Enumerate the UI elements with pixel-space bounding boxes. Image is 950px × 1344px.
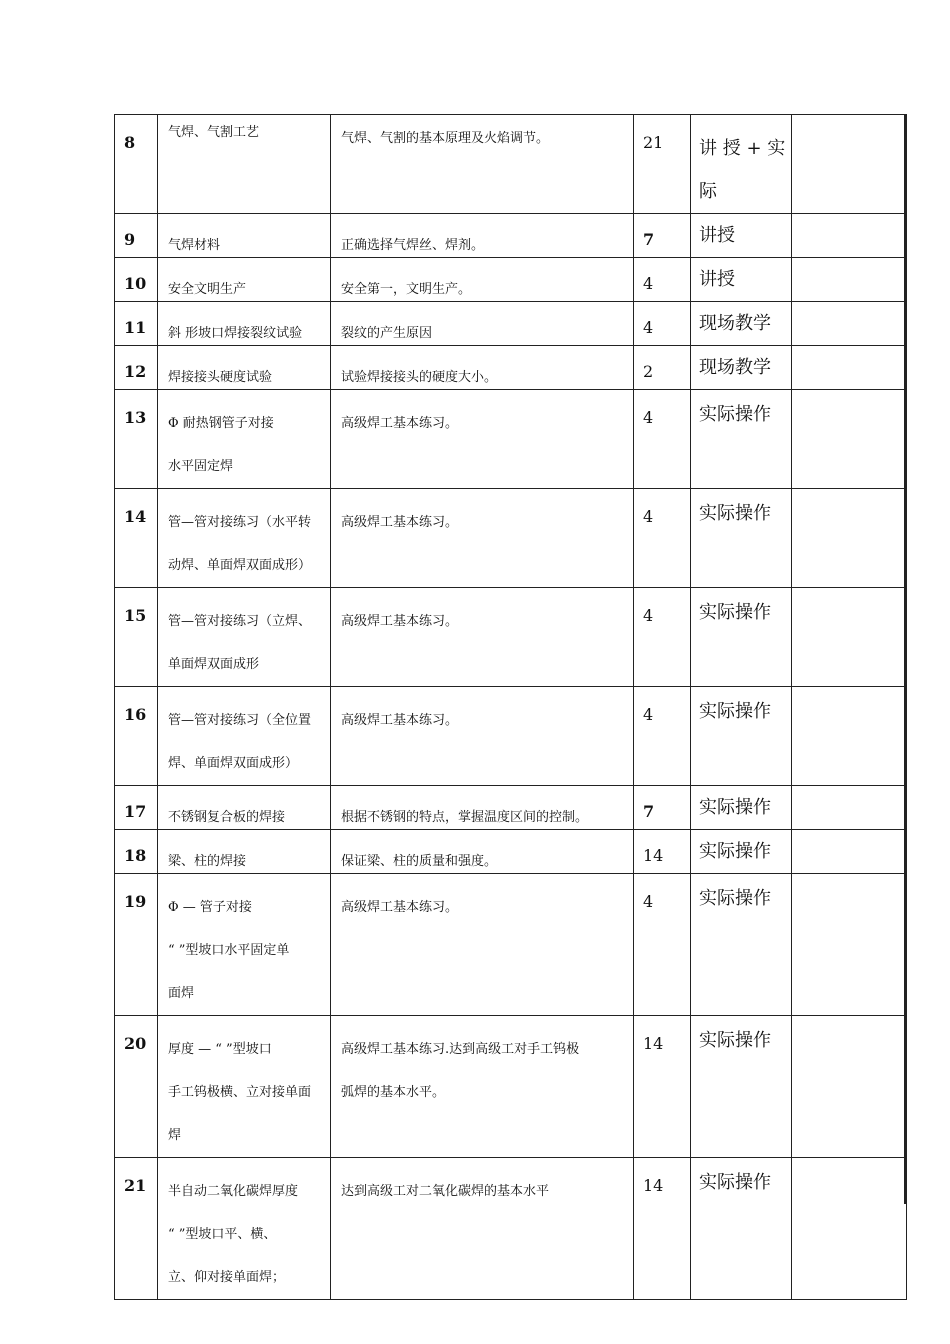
description-cell xyxy=(331,687,634,786)
item-cell xyxy=(158,687,331,786)
hours-cell: 4 xyxy=(634,302,691,346)
cell-line: “ ”型坡口平、横、 xyxy=(168,1227,277,1242)
cell-line: 梁、柱的焊接 xyxy=(168,854,247,869)
row-number: 9 xyxy=(115,214,158,258)
cell-line: 高级焊工基本练习。 xyxy=(341,614,459,629)
table-row xyxy=(115,390,907,489)
remarks-cell xyxy=(792,874,907,1016)
cell-line: 实际操作 xyxy=(699,1030,771,1051)
cell-line: 实际操作 xyxy=(699,1172,771,1193)
hours-cell: 4 xyxy=(634,489,691,588)
teaching-mode-cell xyxy=(691,1158,792,1300)
cell-line: 高级焊工基本练习。 xyxy=(341,713,459,728)
remarks-cell xyxy=(792,489,907,588)
cell-line: 立、仰对接单面焊； xyxy=(168,1270,286,1285)
teaching-mode-cell xyxy=(691,1016,792,1158)
cell-line: 试验焊接接头的硬度大小。 xyxy=(341,370,498,385)
description-cell xyxy=(331,115,634,214)
teaching-mode-cell xyxy=(691,588,792,687)
remarks-cell xyxy=(792,588,907,687)
teaching-mode-cell xyxy=(691,346,792,390)
cell-line: 保证梁、柱的质量和强度。 xyxy=(341,854,498,869)
cell-line: Φ 耐热钢管子对接 xyxy=(168,416,274,431)
description-cell xyxy=(331,786,634,830)
cell-line: 裂纹的产生原因 xyxy=(341,326,433,341)
cell-line: 实际操作 xyxy=(699,797,771,818)
cell-line: 管—管对接练习（立焊、 xyxy=(168,614,312,629)
remarks-cell xyxy=(792,115,907,214)
item-cell xyxy=(158,786,331,830)
remarks-cell xyxy=(792,390,907,489)
table-outer-border xyxy=(904,114,906,1204)
cell-line: 正确选择气焊丝、焊剂。 xyxy=(341,238,485,253)
row-number: 19 xyxy=(115,874,158,1016)
description-cell xyxy=(331,346,634,390)
teaching-mode-cell xyxy=(691,115,792,214)
cell-line: “ ”型坡口水平固定单 xyxy=(168,943,290,958)
table-row xyxy=(115,346,907,390)
teaching-mode-cell xyxy=(691,390,792,489)
table-row xyxy=(115,258,907,302)
remarks-cell xyxy=(792,830,907,874)
item-cell xyxy=(158,346,331,390)
description-cell xyxy=(331,302,634,346)
cell-line: 面焊 xyxy=(168,986,195,1001)
teaching-mode-cell xyxy=(691,830,792,874)
description-cell xyxy=(331,830,634,874)
cell-line: 安全文明生产 xyxy=(168,282,247,297)
hours-cell: 14 xyxy=(634,1158,691,1300)
cell-line: 动焊、单面焊双面成形） xyxy=(168,558,312,573)
remarks-cell xyxy=(792,346,907,390)
hours-cell: 14 xyxy=(634,830,691,874)
cell-line: 焊、单面焊双面成形） xyxy=(168,756,299,771)
teaching-mode-cell xyxy=(691,258,792,302)
description-cell xyxy=(331,489,634,588)
cell-line: 现场教学 xyxy=(699,357,771,378)
table-row xyxy=(115,1158,907,1300)
cell-line: 气焊、气割工艺 xyxy=(168,125,260,140)
cell-line: 焊接接头硬度试验 xyxy=(168,370,273,385)
description-cell xyxy=(331,1016,634,1158)
table-row xyxy=(115,1016,907,1158)
remarks-cell xyxy=(792,1158,907,1300)
cell-line: 高级焊工基本练习。 xyxy=(341,900,459,915)
item-cell xyxy=(158,874,331,1016)
table-row xyxy=(115,687,907,786)
cell-line: 根据不锈钢的特点，掌握温度区间的控制。 xyxy=(341,810,589,825)
remarks-cell xyxy=(792,214,907,258)
cell-line: 单面焊双面成形 xyxy=(168,657,260,672)
description-cell xyxy=(331,390,634,489)
table-row xyxy=(115,214,907,258)
row-number: 20 xyxy=(115,1016,158,1158)
cell-line: 气焊材料 xyxy=(168,238,221,253)
curriculum-table xyxy=(114,114,907,1300)
cell-line: 实际操作 xyxy=(699,841,771,862)
description-cell xyxy=(331,258,634,302)
curriculum-table-wrapper xyxy=(114,114,906,1300)
hours-cell: 21 xyxy=(634,115,691,214)
row-number: 17 xyxy=(115,786,158,830)
cell-line: 高级焊工基本练习.达到高级工对手工钨极 xyxy=(341,1042,580,1057)
row-number: 8 xyxy=(115,115,158,214)
cell-line: 实际操作 xyxy=(699,602,771,623)
table-body xyxy=(115,115,907,1300)
teaching-mode-cell xyxy=(691,874,792,1016)
cell-line: 管—管对接练习（全位置 xyxy=(168,713,312,728)
item-cell xyxy=(158,115,331,214)
hours-cell: 4 xyxy=(634,390,691,489)
item-cell xyxy=(158,258,331,302)
item-cell xyxy=(158,390,331,489)
cell-line: 手工钨极横、立对接单面 xyxy=(168,1085,312,1100)
teaching-mode-cell xyxy=(691,786,792,830)
table-row xyxy=(115,786,907,830)
teaching-mode-cell xyxy=(691,489,792,588)
item-cell xyxy=(158,1158,331,1300)
cell-line: 管—管对接练习（水平转 xyxy=(168,515,312,530)
item-cell xyxy=(158,214,331,258)
cell-line: 焊 xyxy=(168,1128,182,1143)
description-cell xyxy=(331,588,634,687)
teaching-mode-cell xyxy=(691,687,792,786)
hours-cell: 4 xyxy=(634,874,691,1016)
cell-line: 讲授 xyxy=(699,269,735,290)
table-row xyxy=(115,874,907,1016)
item-cell xyxy=(158,1016,331,1158)
description-cell xyxy=(331,874,634,1016)
table-row xyxy=(115,830,907,874)
teaching-mode-cell xyxy=(691,302,792,346)
row-number: 10 xyxy=(115,258,158,302)
remarks-cell xyxy=(792,258,907,302)
cell-line: 半自动二氧化碳焊厚度 xyxy=(168,1184,299,1199)
teaching-mode-cell xyxy=(691,214,792,258)
row-number: 12 xyxy=(115,346,158,390)
cell-line: 实际操作 xyxy=(699,404,771,425)
table-row xyxy=(115,489,907,588)
cell-line: 弧焊的基本水平。 xyxy=(341,1085,446,1100)
item-cell xyxy=(158,489,331,588)
cell-line: Φ — 管子对接 xyxy=(168,900,252,915)
cell-line: 安全第一，文明生产。 xyxy=(341,282,472,297)
row-number: 13 xyxy=(115,390,158,489)
cell-line: 际 xyxy=(699,181,717,202)
row-number: 21 xyxy=(115,1158,158,1300)
hours-cell: 4 xyxy=(634,258,691,302)
cell-line: 讲 授 + 实 xyxy=(699,138,786,159)
row-number: 16 xyxy=(115,687,158,786)
cell-line: 高级焊工基本练习。 xyxy=(341,515,459,530)
cell-line: 水平固定焊 xyxy=(168,459,234,474)
cell-line: 实际操作 xyxy=(699,888,771,909)
item-cell xyxy=(158,302,331,346)
row-number: 14 xyxy=(115,489,158,588)
hours-cell: 2 xyxy=(634,346,691,390)
hours-cell: 7 xyxy=(634,786,691,830)
item-cell xyxy=(158,830,331,874)
cell-line: 斜 形坡口焊接裂纹试验 xyxy=(168,326,303,341)
hours-cell: 14 xyxy=(634,1016,691,1158)
cell-line: 达到高级工对二氧化碳焊的基本水平 xyxy=(341,1184,550,1199)
cell-line: 气焊、气割的基本原理及火焰调节。 xyxy=(341,131,550,146)
remarks-cell xyxy=(792,302,907,346)
description-cell xyxy=(331,1158,634,1300)
cell-line: 厚度 — “ ”型坡口 xyxy=(168,1042,272,1057)
row-number: 18 xyxy=(115,830,158,874)
hours-cell: 7 xyxy=(634,214,691,258)
row-number: 11 xyxy=(115,302,158,346)
hours-cell: 4 xyxy=(634,687,691,786)
remarks-cell xyxy=(792,1016,907,1158)
table-row xyxy=(115,302,907,346)
cell-line: 讲授 xyxy=(699,225,735,246)
cell-line: 高级焊工基本练习。 xyxy=(341,416,459,431)
remarks-cell xyxy=(792,786,907,830)
cell-line: 实际操作 xyxy=(699,503,771,524)
hours-cell: 4 xyxy=(634,588,691,687)
remarks-cell xyxy=(792,687,907,786)
table-row xyxy=(115,588,907,687)
table-row xyxy=(115,115,907,214)
cell-line: 现场教学 xyxy=(699,313,771,334)
cell-line: 不锈钢复合板的焊接 xyxy=(168,810,286,825)
cell-line: 实际操作 xyxy=(699,701,771,722)
row-number: 15 xyxy=(115,588,158,687)
item-cell xyxy=(158,588,331,687)
description-cell xyxy=(331,214,634,258)
